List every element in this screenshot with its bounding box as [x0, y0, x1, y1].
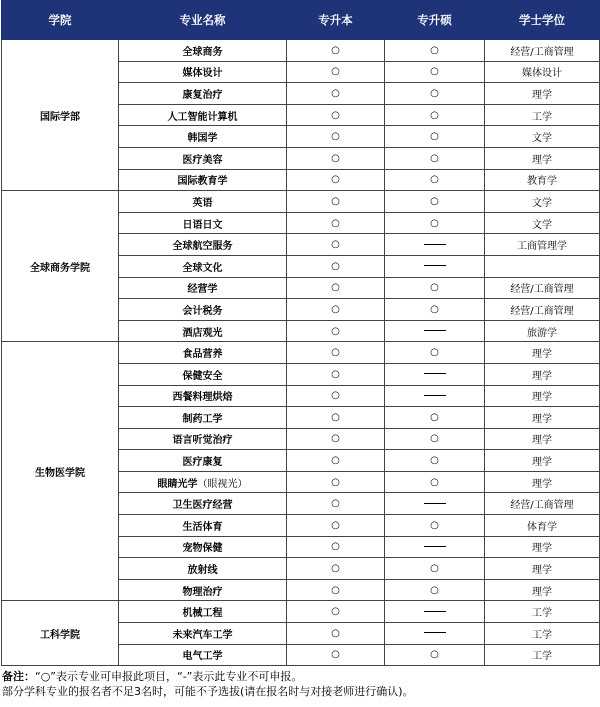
availability-cell [287, 126, 385, 148]
major-name: 经营学 [187, 284, 218, 296]
availability-cell [287, 277, 385, 299]
available-mark: ○ [331, 325, 340, 337]
header-school: 学院 [2, 1, 119, 40]
major-cell [119, 428, 287, 450]
availability-cell [385, 191, 485, 213]
available-mark: ○ [430, 303, 439, 315]
availability-cell [287, 320, 385, 342]
major-cell [119, 255, 287, 277]
degree-cell: 理学 [485, 428, 600, 450]
not-available-dash [424, 330, 446, 331]
availability-cell [385, 169, 485, 191]
available-mark: ○ [331, 455, 340, 467]
degree-cell: 工学 [485, 104, 600, 126]
header-bachelor: 专升本 [287, 1, 385, 40]
degree-cell: 工商管理学 [485, 234, 600, 256]
notes-text-2: 部分学科专业的报名者不足3名时，可能不予选拔(请在报名时与对接老师进行确认)。 [2, 685, 414, 699]
availability-cell [287, 536, 385, 558]
availability-cell [385, 61, 485, 83]
degree-cell: 文学 [485, 126, 600, 148]
major-cell [119, 450, 287, 472]
availability-cell [287, 579, 385, 601]
degree-cell: 理学 [485, 407, 600, 429]
availability-cell [385, 536, 485, 558]
major-cell [119, 579, 287, 601]
availability-cell [385, 234, 485, 256]
major-name: 生活体育 [182, 521, 223, 533]
available-mark: ○ [331, 195, 340, 207]
availability-cell [385, 255, 485, 277]
degree-cell: 经营/工商管理 [485, 493, 600, 515]
availability-cell [287, 147, 385, 169]
available-mark: ○ [331, 411, 340, 423]
availability-cell [287, 558, 385, 580]
major-cell [119, 320, 287, 342]
available-mark: ○ [430, 152, 439, 164]
availability-cell [385, 40, 485, 62]
major-name: 电气工学 [182, 651, 223, 663]
available-mark: ○ [430, 87, 439, 99]
available-mark: ○ [430, 174, 439, 186]
available-mark: ○ [331, 649, 340, 661]
degree-cell: 教育学 [485, 169, 600, 191]
degree-cell: 体育学 [485, 515, 600, 537]
major-note: （眼视光） [197, 478, 248, 490]
availability-cell [287, 104, 385, 126]
availability-cell [385, 623, 485, 645]
major-name: 医疗美容 [182, 154, 223, 166]
degree-cell: 理学 [485, 579, 600, 601]
major-cell [119, 342, 287, 364]
available-mark: ○ [331, 217, 340, 229]
table-header-row [2, 1, 600, 40]
availability-cell [287, 234, 385, 256]
not-available-dash [424, 546, 446, 547]
availability-cell [287, 601, 385, 623]
table-row [2, 601, 600, 623]
available-mark: ○ [430, 195, 439, 207]
availability-cell [385, 320, 485, 342]
major-name: 医疗康复 [182, 457, 223, 469]
degree-cell: 工学 [485, 644, 600, 666]
available-mark: ○ [331, 368, 340, 380]
major-cell [119, 104, 287, 126]
major-cell [119, 536, 287, 558]
available-mark: ○ [331, 282, 340, 294]
major-cell [119, 644, 287, 666]
availability-cell [287, 623, 385, 645]
available-mark: ○ [331, 44, 340, 56]
availability-cell [385, 299, 485, 321]
degree-cell: 经营/工商管理 [485, 277, 600, 299]
availability-cell [287, 83, 385, 105]
available-mark: ○ [430, 433, 439, 445]
degree-cell: 理学 [485, 363, 600, 385]
available-mark: ○ [331, 433, 340, 445]
availability-cell [287, 299, 385, 321]
available-mark: ○ [430, 66, 439, 78]
school-cell: 工科学院 [2, 601, 119, 666]
degree-cell: 媒体设计 [485, 61, 600, 83]
degree-cell: 工学 [485, 601, 600, 623]
available-mark: ○ [331, 390, 340, 402]
degree-cell: 理学 [485, 471, 600, 493]
available-mark: ○ [331, 174, 340, 186]
majors-table [1, 0, 600, 666]
school-cell: 生物医学院 [2, 342, 119, 601]
degree-cell: 理学 [485, 536, 600, 558]
availability-cell [385, 558, 485, 580]
available-mark: ○ [331, 498, 340, 510]
availability-cell [385, 428, 485, 450]
available-mark: ○ [331, 303, 340, 315]
availability-cell [287, 169, 385, 191]
major-cell [119, 601, 287, 623]
major-cell [119, 169, 287, 191]
available-mark: ○ [331, 627, 340, 639]
available-mark: ○ [430, 217, 439, 229]
availability-cell [287, 363, 385, 385]
available-mark: ○ [331, 347, 340, 359]
available-mark: ○ [331, 87, 340, 99]
degree-cell: 经营/工商管理 [485, 299, 600, 321]
major-cell [119, 212, 287, 234]
major-name: 媒体设计 [182, 68, 223, 80]
available-mark: ○ [331, 519, 340, 531]
available-mark: ○ [331, 260, 340, 272]
available-mark: ○ [430, 347, 439, 359]
availability-cell [385, 363, 485, 385]
available-mark: ○ [430, 584, 439, 596]
availability-cell [385, 385, 485, 407]
table-row [2, 342, 600, 364]
major-cell [119, 493, 287, 515]
major-name: 西餐料理烘焙 [172, 392, 233, 404]
available-mark: ○ [331, 584, 340, 596]
notes [2, 669, 600, 699]
degree-cell: 理学 [485, 342, 600, 364]
availability-cell [287, 407, 385, 429]
degree-cell: 理学 [485, 558, 600, 580]
degree-cell: 旅游学 [485, 320, 600, 342]
degree-cell [485, 255, 600, 277]
major-name: 全球文化 [182, 262, 223, 274]
major-name: 全球商务 [182, 46, 223, 58]
available-mark: ○ [331, 541, 340, 553]
degree-cell: 理学 [485, 147, 600, 169]
availability-cell [385, 601, 485, 623]
major-cell [119, 515, 287, 537]
major-name: 国际教育学 [177, 176, 228, 188]
available-mark: ○ [430, 109, 439, 121]
availability-cell [385, 212, 485, 234]
major-name: 未来汽车工学 [172, 629, 233, 641]
notes-label: 备注： [2, 670, 35, 684]
available-mark: ○ [430, 649, 439, 661]
school-cell: 国际学部 [2, 40, 119, 191]
major-cell [119, 363, 287, 385]
degree-cell: 文学 [485, 212, 600, 234]
major-name: 人工智能计算机 [167, 111, 238, 123]
availability-cell [385, 450, 485, 472]
available-mark: ○ [430, 519, 439, 531]
available-mark: ○ [430, 563, 439, 575]
not-available-dash [424, 395, 446, 396]
not-available-dash [424, 373, 446, 374]
major-name: 制药工学 [182, 413, 223, 425]
major-cell [119, 299, 287, 321]
major-cell [119, 385, 287, 407]
major-cell [119, 83, 287, 105]
major-cell [119, 471, 287, 493]
table-row [2, 191, 600, 213]
major-name: 日语日文 [182, 219, 223, 231]
availability-cell [385, 147, 485, 169]
available-mark: ○ [331, 131, 340, 143]
major-cell [119, 407, 287, 429]
available-mark: ○ [430, 455, 439, 467]
availability-cell [385, 83, 485, 105]
major-name: 康复治疗 [182, 89, 223, 101]
available-mark: ○ [430, 476, 439, 488]
available-mark: ○ [331, 239, 340, 251]
availability-cell [287, 191, 385, 213]
header-master: 专升硕 [385, 1, 485, 40]
major-name: 放射线 [187, 565, 218, 577]
available-mark: ○ [430, 282, 439, 294]
availability-cell [287, 644, 385, 666]
availability-cell [385, 407, 485, 429]
major-cell [119, 234, 287, 256]
not-available-dash [424, 503, 446, 504]
availability-cell [287, 342, 385, 364]
availability-cell [287, 255, 385, 277]
major-cell [119, 623, 287, 645]
major-name: 会计税务 [182, 305, 223, 317]
available-mark: ○ [331, 152, 340, 164]
table-row [2, 40, 600, 62]
availability-cell [385, 579, 485, 601]
availability-cell [385, 515, 485, 537]
available-mark: ○ [430, 131, 439, 143]
available-mark: ○ [331, 476, 340, 488]
availability-cell [287, 428, 385, 450]
available-mark: ○ [331, 66, 340, 78]
header-degree: 学士学位 [485, 1, 600, 40]
availability-cell [385, 104, 485, 126]
availability-cell [287, 40, 385, 62]
major-cell [119, 40, 287, 62]
not-available-dash [424, 265, 446, 266]
table-body [2, 40, 600, 666]
major-cell [119, 147, 287, 169]
availability-cell [287, 212, 385, 234]
major-name: 机械工程 [182, 608, 223, 620]
not-available-dash [424, 244, 446, 245]
notes-text-1: “○”表示专业可申报此项目，“-”表示此专业不可申报。 [35, 670, 303, 684]
degree-cell: 工学 [485, 623, 600, 645]
degree-cell: 经营/工商管理 [485, 40, 600, 62]
degree-cell: 理学 [485, 385, 600, 407]
major-name: 全球航空服务 [172, 241, 233, 253]
availability-cell [287, 493, 385, 515]
available-mark: ○ [331, 606, 340, 618]
major-name: 眼睛光学 [157, 478, 198, 490]
availability-cell [385, 277, 485, 299]
availability-cell [287, 471, 385, 493]
major-cell [119, 126, 287, 148]
school-cell: 全球商务学院 [2, 191, 119, 342]
header-major: 专业名称 [119, 1, 287, 40]
major-name: 物理治疗 [182, 586, 223, 598]
availability-cell [385, 644, 485, 666]
major-name: 宠物保健 [182, 543, 223, 555]
availability-cell [287, 515, 385, 537]
notes-line-1 [2, 669, 600, 684]
degree-cell: 理学 [485, 83, 600, 105]
availability-cell [287, 61, 385, 83]
availability-cell [385, 342, 485, 364]
major-name: 保健安全 [182, 370, 223, 382]
not-available-dash [424, 632, 446, 633]
major-name: 酒店观光 [182, 327, 223, 339]
not-available-dash [424, 611, 446, 612]
major-cell [119, 277, 287, 299]
major-cell [119, 558, 287, 580]
degree-cell: 理学 [485, 450, 600, 472]
available-mark: ○ [331, 563, 340, 575]
available-mark: ○ [331, 109, 340, 121]
availability-cell [287, 385, 385, 407]
available-mark: ○ [430, 44, 439, 56]
availability-cell [385, 126, 485, 148]
major-cell [119, 191, 287, 213]
major-name: 韩国学 [187, 133, 218, 145]
major-name: 语言听觉治疗 [172, 435, 233, 447]
availability-cell [385, 471, 485, 493]
available-mark: ○ [430, 411, 439, 423]
major-cell [119, 61, 287, 83]
availability-cell [385, 493, 485, 515]
availability-cell [287, 450, 385, 472]
degree-cell: 文学 [485, 191, 600, 213]
major-name: 英语 [192, 197, 213, 209]
major-name: 食品营养 [182, 349, 223, 361]
major-name: 卫生医疗经营 [172, 500, 233, 512]
